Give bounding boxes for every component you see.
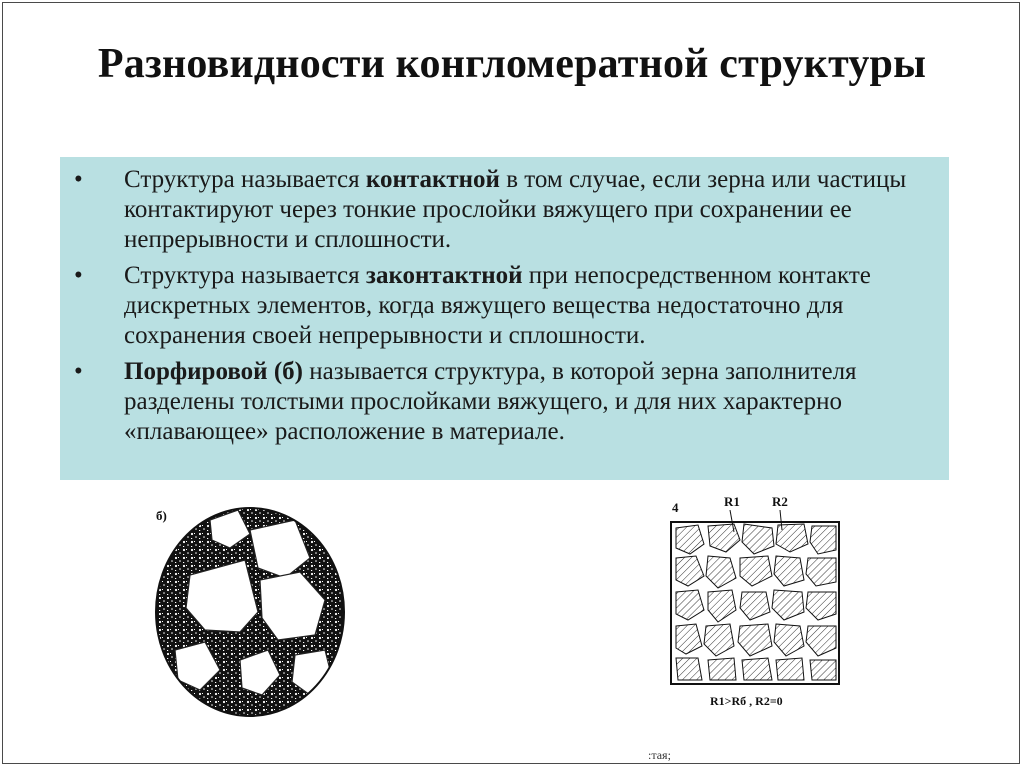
porphyry-figure [150,500,350,720]
bullet-porphyry [74,357,929,447]
definitions-textbox [60,157,949,480]
bullet-text-after: в том случае, если зерна или частицы контактируют через тонкие прослойки вяжущего при сохранении ее непрерывности и сплошности. [124,166,907,253]
contact-structure-grid-icon [668,510,848,710]
bullet-term: Порфировой (б) [124,358,303,385]
bullet-text-before: Структура называется [124,166,366,193]
bullet-marker: • [74,358,83,385]
bullet-marker: • [74,262,83,289]
slide-title: Разновидности конгломератной структуры [97,41,927,87]
bullet-contact [74,165,929,255]
bullet-term: законтактной [365,262,523,289]
bullet-term: контактной [365,166,500,193]
bullet-text-after: называется структура, в которой зерна заполнителя разделены толстыми прослойками вяжущего, и для них характерно «плавающее» расположение в материале. [124,358,857,445]
r1-label: R1 [724,494,740,509]
figure-caption: R1>Rб , R2=0 [710,694,783,708]
bullet-marker: • [74,166,83,193]
porphyry-micrograph-icon [150,500,350,720]
bullet-text-before: Структура называется [124,262,366,289]
bullet-text-after: при непосредственном контакте дискретных элементов, когда вяжущего вещества недостаточно для сохранения своей непрерывности и сплошности. [124,262,871,349]
bullet-noncontact [74,261,929,351]
porphyry-figure-label: б) [156,508,167,523]
contact-structure-figure [668,492,848,717]
corner-label: 4 [672,500,679,515]
r2-label: R2 [772,494,788,509]
footer-fragment: :тая; [648,748,671,762]
